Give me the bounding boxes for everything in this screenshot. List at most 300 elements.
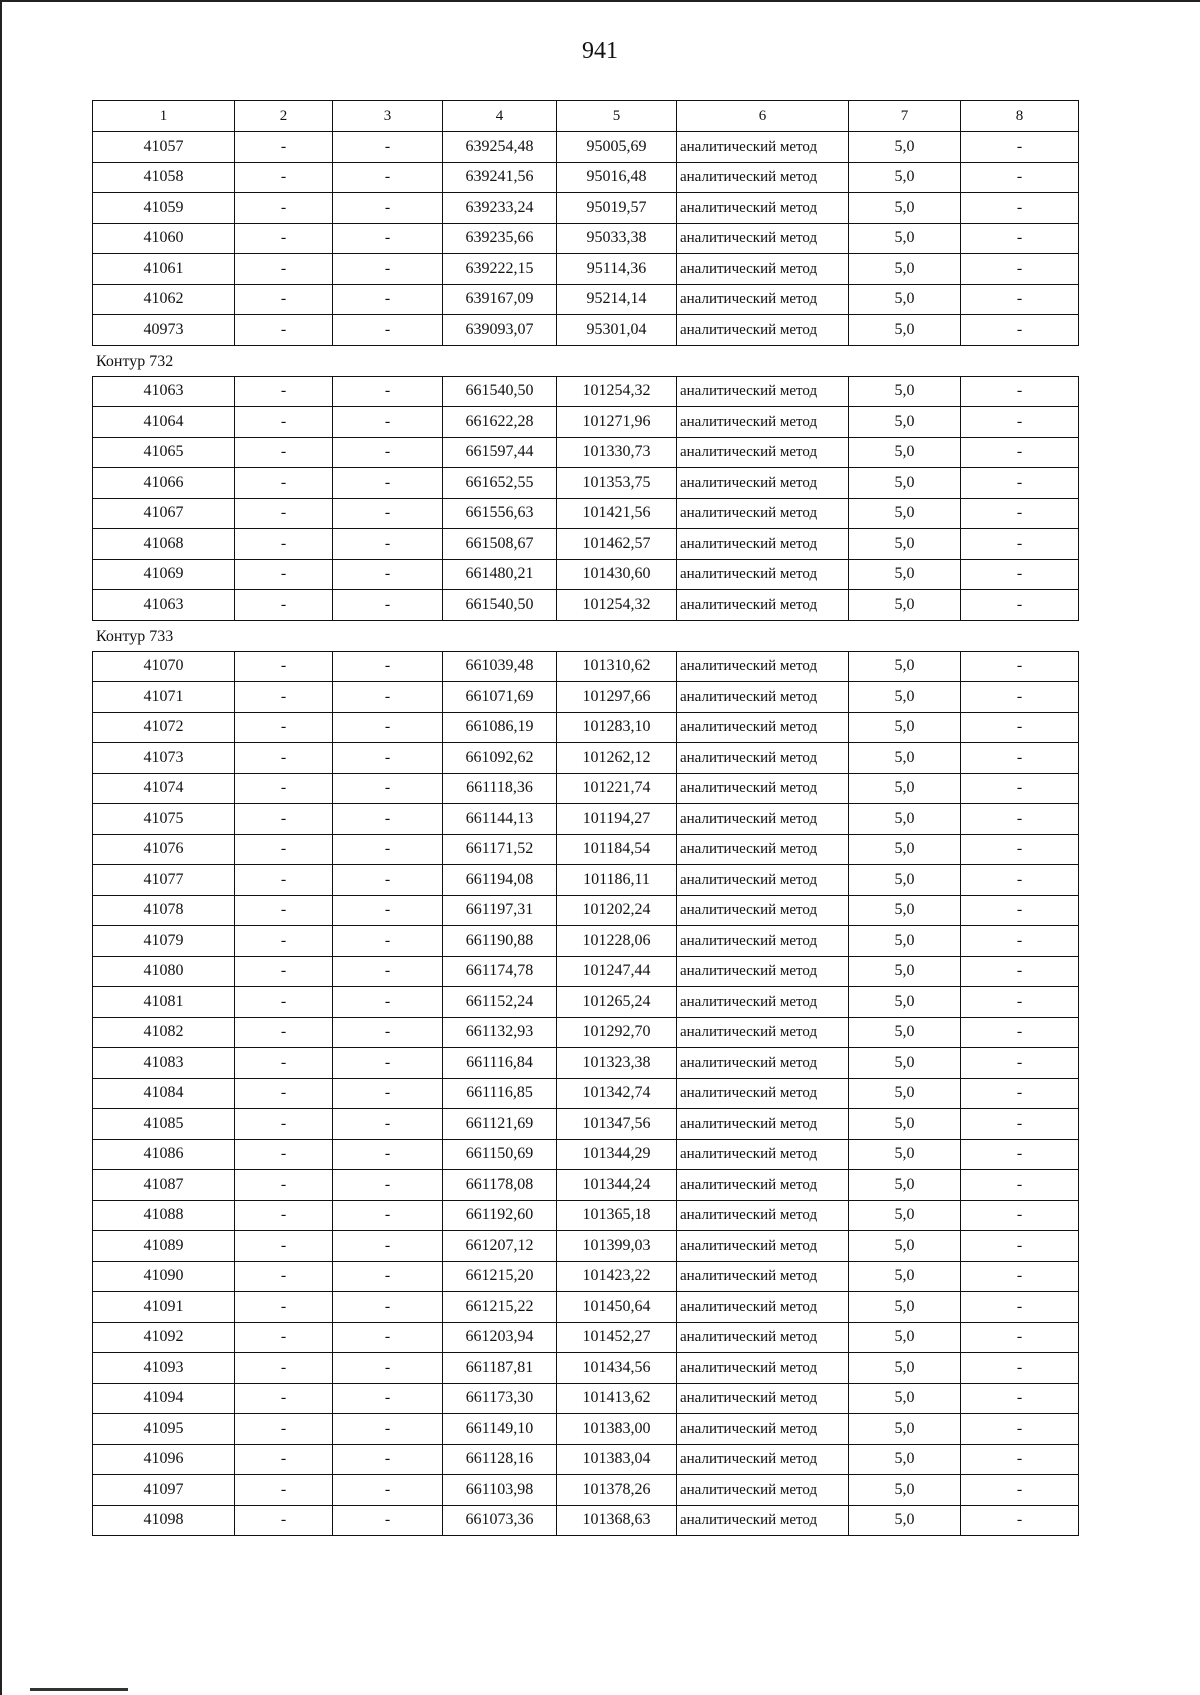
point-number-cell: 41090 <box>93 1261 235 1292</box>
col-2-cell: - <box>235 1353 333 1384</box>
x-coordinate-cell: 661073,36 <box>443 1505 557 1536</box>
table-row <box>93 834 1079 865</box>
method-cell: аналитический метод <box>677 1322 849 1353</box>
col-2-cell: - <box>235 773 333 804</box>
col-3-cell: - <box>333 1383 443 1414</box>
col-2-cell: - <box>235 834 333 865</box>
method-cell: аналитический метод <box>677 590 849 621</box>
point-number-cell: 41081 <box>93 987 235 1018</box>
y-coordinate-cell: 101430,60 <box>557 559 677 590</box>
col-3-cell: - <box>333 1444 443 1475</box>
y-coordinate-cell: 101202,24 <box>557 895 677 926</box>
x-coordinate-cell: 661173,30 <box>443 1383 557 1414</box>
y-coordinate-cell: 95019,57 <box>557 193 677 224</box>
accuracy-cell: 5,0 <box>849 1444 961 1475</box>
method-cell: аналитический метод <box>677 1383 849 1414</box>
table-row <box>93 162 1079 193</box>
col-3-cell: - <box>333 1139 443 1170</box>
x-coordinate-cell: 661086,19 <box>443 712 557 743</box>
x-coordinate-cell: 661071,69 <box>443 682 557 713</box>
point-number-cell: 41084 <box>93 1078 235 1109</box>
point-number-cell: 41076 <box>93 834 235 865</box>
col-3-cell: - <box>333 1017 443 1048</box>
table-part <box>92 376 1079 621</box>
col-8-cell: - <box>961 1200 1079 1231</box>
col-3-cell: - <box>333 1231 443 1262</box>
point-number-cell: 41080 <box>93 956 235 987</box>
col-2-cell: - <box>235 651 333 682</box>
table-row <box>93 376 1079 407</box>
y-coordinate-cell: 101347,56 <box>557 1109 677 1140</box>
accuracy-cell: 5,0 <box>849 498 961 529</box>
table-part <box>92 651 1079 1537</box>
col-3-cell: - <box>333 132 443 163</box>
method-cell: аналитический метод <box>677 834 849 865</box>
col-8-cell: - <box>961 834 1079 865</box>
col-2-cell: - <box>235 865 333 896</box>
x-coordinate-cell: 639093,07 <box>443 315 557 346</box>
point-number-cell: 41071 <box>93 682 235 713</box>
method-cell: аналитический метод <box>677 1353 849 1384</box>
col-3-cell: - <box>333 956 443 987</box>
x-coordinate-cell: 661215,20 <box>443 1261 557 1292</box>
table-row <box>93 956 1079 987</box>
col-2-cell: - <box>235 437 333 468</box>
table-row <box>93 1444 1079 1475</box>
col-2-cell: - <box>235 1048 333 1079</box>
col-3-cell: - <box>333 223 443 254</box>
point-number-cell: 41061 <box>93 254 235 285</box>
y-coordinate-cell: 101434,56 <box>557 1353 677 1384</box>
table-row <box>93 895 1079 926</box>
y-coordinate-cell: 101271,96 <box>557 407 677 438</box>
col-8-cell: - <box>961 468 1079 499</box>
method-cell: аналитический метод <box>677 682 849 713</box>
y-coordinate-cell: 101292,70 <box>557 1017 677 1048</box>
table-row <box>93 682 1079 713</box>
header-cell: 4 <box>443 101 557 132</box>
table-row <box>93 1048 1079 1079</box>
col-8-cell: - <box>961 132 1079 163</box>
col-3-cell: - <box>333 1475 443 1506</box>
accuracy-cell: 5,0 <box>849 284 961 315</box>
table-row <box>93 1231 1079 1262</box>
col-2-cell: - <box>235 376 333 407</box>
col-3-cell: - <box>333 865 443 896</box>
col-8-cell: - <box>961 773 1079 804</box>
point-number-cell: 41096 <box>93 1444 235 1475</box>
col-3-cell: - <box>333 254 443 285</box>
col-3-cell: - <box>333 1322 443 1353</box>
method-cell: аналитический метод <box>677 1078 849 1109</box>
col-8-cell: - <box>961 804 1079 835</box>
col-3-cell: - <box>333 1505 443 1536</box>
y-coordinate-cell: 101342,74 <box>557 1078 677 1109</box>
col-8-cell: - <box>961 1017 1079 1048</box>
method-cell: аналитический метод <box>677 223 849 254</box>
method-cell: аналитический метод <box>677 865 849 896</box>
y-coordinate-cell: 101452,27 <box>557 1322 677 1353</box>
point-number-cell: 41069 <box>93 559 235 590</box>
accuracy-cell: 5,0 <box>849 1200 961 1231</box>
y-coordinate-cell: 101383,00 <box>557 1414 677 1445</box>
col-3-cell: - <box>333 834 443 865</box>
x-coordinate-cell: 661508,67 <box>443 529 557 560</box>
col-8-cell: - <box>961 1322 1079 1353</box>
x-coordinate-cell: 661178,08 <box>443 1170 557 1201</box>
col-8-cell: - <box>961 590 1079 621</box>
point-number-cell: 41088 <box>93 1200 235 1231</box>
point-number-cell: 41077 <box>93 865 235 896</box>
method-cell: аналитический метод <box>677 1170 849 1201</box>
y-coordinate-cell: 95301,04 <box>557 315 677 346</box>
table-row <box>93 1475 1079 1506</box>
page-number: 941 <box>582 38 618 64</box>
y-coordinate-cell: 101265,24 <box>557 987 677 1018</box>
accuracy-cell: 5,0 <box>849 1048 961 1079</box>
accuracy-cell: 5,0 <box>849 193 961 224</box>
method-cell: аналитический метод <box>677 407 849 438</box>
table-row <box>93 1353 1079 1384</box>
col-2-cell: - <box>235 804 333 835</box>
col-2-cell: - <box>235 559 333 590</box>
x-coordinate-cell: 661121,69 <box>443 1109 557 1140</box>
col-3-cell: - <box>333 987 443 1018</box>
y-coordinate-cell: 101344,29 <box>557 1139 677 1170</box>
col-8-cell: - <box>961 376 1079 407</box>
method-cell: аналитический метод <box>677 987 849 1018</box>
header-cell: 7 <box>849 101 961 132</box>
col-2-cell: - <box>235 407 333 438</box>
col-8-cell: - <box>961 682 1079 713</box>
x-coordinate-cell: 661174,78 <box>443 956 557 987</box>
accuracy-cell: 5,0 <box>849 529 961 560</box>
col-3-cell: - <box>333 437 443 468</box>
x-coordinate-cell: 661171,52 <box>443 834 557 865</box>
col-2-cell: - <box>235 1414 333 1445</box>
accuracy-cell: 5,0 <box>849 1109 961 1140</box>
y-coordinate-cell: 101254,32 <box>557 376 677 407</box>
col-2-cell: - <box>235 1078 333 1109</box>
col-3-cell: - <box>333 590 443 621</box>
col-3-cell: - <box>333 895 443 926</box>
col-8-cell: - <box>961 1170 1079 1201</box>
table-row <box>93 987 1079 1018</box>
method-cell: аналитический метод <box>677 468 849 499</box>
col-2-cell: - <box>235 926 333 957</box>
accuracy-cell: 5,0 <box>849 407 961 438</box>
method-cell: аналитический метод <box>677 1444 849 1475</box>
x-coordinate-cell: 661128,16 <box>443 1444 557 1475</box>
y-coordinate-cell: 101323,38 <box>557 1048 677 1079</box>
col-3-cell: - <box>333 1414 443 1445</box>
col-2-cell: - <box>235 987 333 1018</box>
accuracy-cell: 5,0 <box>849 712 961 743</box>
method-cell: аналитический метод <box>677 1139 849 1170</box>
col-8-cell: - <box>961 865 1079 896</box>
header-cell: 6 <box>677 101 849 132</box>
method-cell: аналитический метод <box>677 743 849 774</box>
y-coordinate-cell: 95033,38 <box>557 223 677 254</box>
col-8-cell: - <box>961 1139 1079 1170</box>
col-8-cell: - <box>961 956 1079 987</box>
method-cell: аналитический метод <box>677 254 849 285</box>
col-8-cell: - <box>961 1444 1079 1475</box>
y-coordinate-cell: 101378,26 <box>557 1475 677 1506</box>
col-3-cell: - <box>333 162 443 193</box>
table-row <box>93 926 1079 957</box>
col-8-cell: - <box>961 407 1079 438</box>
x-coordinate-cell: 661652,55 <box>443 468 557 499</box>
col-2-cell: - <box>235 743 333 774</box>
header-cell: 1 <box>93 101 235 132</box>
col-2-cell: - <box>235 1383 333 1414</box>
col-3-cell: - <box>333 1261 443 1292</box>
point-number-cell: 41059 <box>93 193 235 224</box>
y-coordinate-cell: 95005,69 <box>557 132 677 163</box>
method-cell: аналитический метод <box>677 1109 849 1140</box>
x-coordinate-cell: 661149,10 <box>443 1414 557 1445</box>
x-coordinate-cell: 639167,09 <box>443 284 557 315</box>
col-2-cell: - <box>235 1444 333 1475</box>
header-cell: 5 <box>557 101 677 132</box>
coordinates-table <box>92 100 1078 1536</box>
method-cell: аналитический метод <box>677 1231 849 1262</box>
point-number-cell: 41068 <box>93 529 235 560</box>
method-cell: аналитический метод <box>677 926 849 957</box>
col-8-cell: - <box>961 254 1079 285</box>
col-3-cell: - <box>333 743 443 774</box>
col-2-cell: - <box>235 682 333 713</box>
y-coordinate-cell: 101421,56 <box>557 498 677 529</box>
table-row <box>93 712 1079 743</box>
col-2-cell: - <box>235 1170 333 1201</box>
y-coordinate-cell: 101368,63 <box>557 1505 677 1536</box>
col-8-cell: - <box>961 193 1079 224</box>
header-cell: 2 <box>235 101 333 132</box>
x-coordinate-cell: 661116,85 <box>443 1078 557 1109</box>
method-cell: аналитический метод <box>677 1017 849 1048</box>
col-3-cell: - <box>333 559 443 590</box>
point-number-cell: 41095 <box>93 1414 235 1445</box>
accuracy-cell: 5,0 <box>849 1475 961 1506</box>
table-row <box>93 1383 1079 1414</box>
col-3-cell: - <box>333 1170 443 1201</box>
col-2-cell: - <box>235 590 333 621</box>
point-number-cell: 41057 <box>93 132 235 163</box>
point-number-cell: 41087 <box>93 1170 235 1201</box>
accuracy-cell: 5,0 <box>849 773 961 804</box>
y-coordinate-cell: 95214,14 <box>557 284 677 315</box>
col-8-cell: - <box>961 926 1079 957</box>
col-8-cell: - <box>961 162 1079 193</box>
accuracy-cell: 5,0 <box>849 926 961 957</box>
col-8-cell: - <box>961 895 1079 926</box>
y-coordinate-cell: 101283,10 <box>557 712 677 743</box>
point-number-cell: 41085 <box>93 1109 235 1140</box>
method-cell: аналитический метод <box>677 529 849 560</box>
y-coordinate-cell: 101462,57 <box>557 529 677 560</box>
table-row <box>93 529 1079 560</box>
method-cell: аналитический метод <box>677 1048 849 1079</box>
x-coordinate-cell: 639235,66 <box>443 223 557 254</box>
col-3-cell: - <box>333 498 443 529</box>
table-row <box>93 865 1079 896</box>
accuracy-cell: 5,0 <box>849 956 961 987</box>
table-row <box>93 1170 1079 1201</box>
table-row <box>93 1139 1079 1170</box>
col-8-cell: - <box>961 651 1079 682</box>
accuracy-cell: 5,0 <box>849 1353 961 1384</box>
method-cell: аналитический метод <box>677 162 849 193</box>
x-coordinate-cell: 639241,56 <box>443 162 557 193</box>
col-8-cell: - <box>961 1078 1079 1109</box>
accuracy-cell: 5,0 <box>849 804 961 835</box>
x-coordinate-cell: 661540,50 <box>443 590 557 621</box>
point-number-cell: 41065 <box>93 437 235 468</box>
col-2-cell: - <box>235 1139 333 1170</box>
col-8-cell: - <box>961 223 1079 254</box>
table-row <box>93 1292 1079 1323</box>
accuracy-cell: 5,0 <box>849 315 961 346</box>
x-coordinate-cell: 661116,84 <box>443 1048 557 1079</box>
x-coordinate-cell: 661190,88 <box>443 926 557 957</box>
col-2-cell: - <box>235 223 333 254</box>
col-3-cell: - <box>333 804 443 835</box>
section-title: Контур 733 <box>96 627 174 645</box>
x-coordinate-cell: 661118,36 <box>443 773 557 804</box>
method-cell: аналитический метод <box>677 1292 849 1323</box>
point-number-cell: 41075 <box>93 804 235 835</box>
x-coordinate-cell: 661152,24 <box>443 987 557 1018</box>
col-3-cell: - <box>333 1078 443 1109</box>
col-8-cell: - <box>961 743 1079 774</box>
accuracy-cell: 5,0 <box>849 987 961 1018</box>
col-2-cell: - <box>235 1017 333 1048</box>
y-coordinate-cell: 101221,74 <box>557 773 677 804</box>
accuracy-cell: 5,0 <box>849 682 961 713</box>
col-2-cell: - <box>235 254 333 285</box>
col-3-cell: - <box>333 376 443 407</box>
accuracy-cell: 5,0 <box>849 895 961 926</box>
x-coordinate-cell: 661132,93 <box>443 1017 557 1048</box>
header-cell: 8 <box>961 101 1079 132</box>
method-cell: аналитический метод <box>677 651 849 682</box>
method-cell: аналитический метод <box>677 1414 849 1445</box>
x-coordinate-cell: 639233,24 <box>443 193 557 224</box>
col-8-cell: - <box>961 559 1079 590</box>
y-coordinate-cell: 101423,22 <box>557 1261 677 1292</box>
col-3-cell: - <box>333 1200 443 1231</box>
point-number-cell: 41064 <box>93 407 235 438</box>
y-coordinate-cell: 101330,73 <box>557 437 677 468</box>
col-2-cell: - <box>235 498 333 529</box>
accuracy-cell: 5,0 <box>849 1261 961 1292</box>
col-2-cell: - <box>235 1292 333 1323</box>
table-row <box>93 1414 1079 1445</box>
method-cell: аналитический метод <box>677 712 849 743</box>
table-row <box>93 804 1079 835</box>
accuracy-cell: 5,0 <box>849 1322 961 1353</box>
accuracy-cell: 5,0 <box>849 1414 961 1445</box>
col-2-cell: - <box>235 1231 333 1262</box>
col-2-cell: - <box>235 1200 333 1231</box>
accuracy-cell: 5,0 <box>849 1505 961 1536</box>
col-3-cell: - <box>333 1048 443 1079</box>
col-8-cell: - <box>961 987 1079 1018</box>
point-number-cell: 41063 <box>93 590 235 621</box>
scan-mark <box>30 1688 128 1691</box>
accuracy-cell: 5,0 <box>849 132 961 163</box>
table-row <box>93 407 1079 438</box>
col-3-cell: - <box>333 651 443 682</box>
col-2-cell: - <box>235 315 333 346</box>
accuracy-cell: 5,0 <box>849 437 961 468</box>
point-number-cell: 41073 <box>93 743 235 774</box>
col-3-cell: - <box>333 193 443 224</box>
table-row <box>93 315 1079 346</box>
col-8-cell: - <box>961 1261 1079 1292</box>
col-8-cell: - <box>961 529 1079 560</box>
table-row <box>93 1505 1079 1536</box>
col-2-cell: - <box>235 1475 333 1506</box>
accuracy-cell: 5,0 <box>849 651 961 682</box>
table-row <box>93 743 1079 774</box>
point-number-cell: 41092 <box>93 1322 235 1353</box>
x-coordinate-cell: 639222,15 <box>443 254 557 285</box>
x-coordinate-cell: 661197,31 <box>443 895 557 926</box>
method-cell: аналитический метод <box>677 895 849 926</box>
y-coordinate-cell: 101413,62 <box>557 1383 677 1414</box>
col-3-cell: - <box>333 773 443 804</box>
point-number-cell: 41067 <box>93 498 235 529</box>
table-row <box>93 254 1079 285</box>
method-cell: аналитический метод <box>677 804 849 835</box>
y-coordinate-cell: 101383,04 <box>557 1444 677 1475</box>
accuracy-cell: 5,0 <box>849 1170 961 1201</box>
y-coordinate-cell: 95114,36 <box>557 254 677 285</box>
col-3-cell: - <box>333 1353 443 1384</box>
col-2-cell: - <box>235 895 333 926</box>
point-number-cell: 41062 <box>93 284 235 315</box>
point-number-cell: 41093 <box>93 1353 235 1384</box>
y-coordinate-cell: 101228,06 <box>557 926 677 957</box>
point-number-cell: 41098 <box>93 1505 235 1536</box>
y-coordinate-cell: 101450,64 <box>557 1292 677 1323</box>
method-cell: аналитический метод <box>677 132 849 163</box>
y-coordinate-cell: 101194,27 <box>557 804 677 835</box>
point-number-cell: 41091 <box>93 1292 235 1323</box>
x-coordinate-cell: 661192,60 <box>443 1200 557 1231</box>
point-number-cell: 41094 <box>93 1383 235 1414</box>
table-row <box>93 773 1079 804</box>
method-cell: аналитический метод <box>677 1200 849 1231</box>
col-3-cell: - <box>333 407 443 438</box>
y-coordinate-cell: 101399,03 <box>557 1231 677 1262</box>
table-row <box>93 284 1079 315</box>
point-number-cell: 41072 <box>93 712 235 743</box>
x-coordinate-cell: 639254,48 <box>443 132 557 163</box>
point-number-cell: 41074 <box>93 773 235 804</box>
y-coordinate-cell: 101344,24 <box>557 1170 677 1201</box>
col-8-cell: - <box>961 1231 1079 1262</box>
x-coordinate-cell: 661207,12 <box>443 1231 557 1262</box>
col-8-cell: - <box>961 712 1079 743</box>
method-cell: аналитический метод <box>677 559 849 590</box>
accuracy-cell: 5,0 <box>849 1292 961 1323</box>
table-row <box>93 1322 1079 1353</box>
x-coordinate-cell: 661480,21 <box>443 559 557 590</box>
